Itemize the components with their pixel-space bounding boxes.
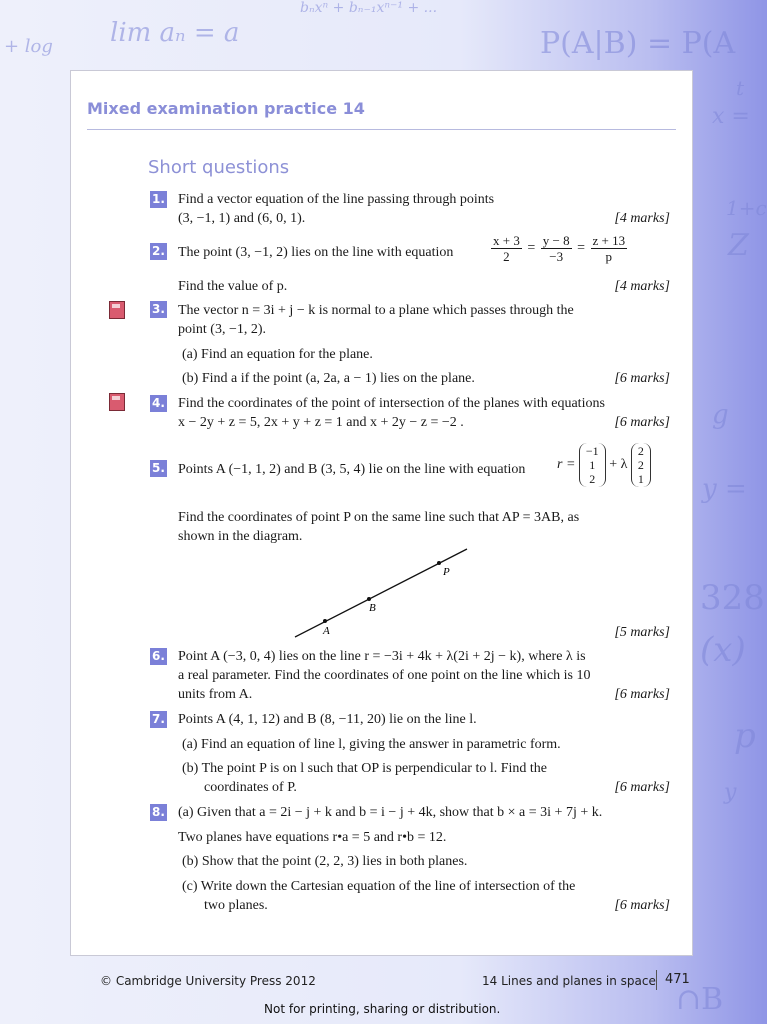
question-part: coordinates of P. <box>204 780 297 795</box>
question-number: 1. <box>150 191 167 208</box>
label-a: A <box>323 625 330 637</box>
marks-label: [6 marks] <box>614 898 670 913</box>
vector-equation: r = −1 1 2 + λ 2 2 1 <box>557 443 651 487</box>
background-formula: Z <box>728 228 749 263</box>
question-part: (b) Show that the point (2, 2, 3) lies in both planes. <box>182 854 468 869</box>
background-formula: x = <box>712 104 750 129</box>
marks-label: [4 marks] <box>614 211 670 226</box>
copyright: © Cambridge University Press 2012 <box>100 974 316 988</box>
question-part: (b) Find a if the point (a, 2a, a − 1) lies on the plane. <box>182 371 475 386</box>
background-formula: y = <box>702 474 747 504</box>
background-formula: + log <box>4 36 53 57</box>
footer-divider <box>656 970 657 990</box>
question-text: Two planes have equations r•a = 5 and r•b = 12. <box>178 830 447 845</box>
marks-label: [6 marks] <box>614 687 670 702</box>
question-text: point (3, −1, 2). <box>178 322 266 337</box>
question-text: The point (3, −1, 2) lies on the line with equation <box>178 245 454 260</box>
chapter-title: 14 Lines and planes in space <box>482 974 656 988</box>
question-number: 2. <box>150 243 167 260</box>
calculator-icon <box>109 301 125 319</box>
question-text: Find a vector equation of the line passing through points <box>178 192 495 207</box>
title-divider <box>87 129 676 130</box>
question-text: (a) Given that a = 2i − j + k and b = i − j + 4k, show that b × a = 3i + 7j + k. <box>178 805 603 820</box>
question-number: 7. <box>150 711 167 728</box>
background-formula: bₙxⁿ + bₙ₋₁xⁿ⁻¹ + ... <box>300 0 438 16</box>
marks-label: [5 marks] <box>614 625 670 640</box>
column-vector: −1 1 2 <box>579 443 606 487</box>
question-part: (b) The point P is on l such that OP is perpendicular to l. Find the <box>182 761 547 776</box>
marks-label: [4 marks] <box>614 279 670 294</box>
question-part: (c) Write down the Cartesian equation of the line of intersection of the <box>182 879 576 894</box>
question-text: Find the coordinates of the point of intersection of the planes with equations <box>178 396 605 411</box>
label-p: P <box>443 566 450 578</box>
distribution-notice: Not for printing, sharing or distribution. <box>264 1002 501 1016</box>
marks-label: [6 marks] <box>614 415 670 430</box>
background-formula: t <box>736 76 745 100</box>
question-text: shown in the diagram. <box>178 529 303 544</box>
question-text: x − 2y + z = 5, 2x + y + z = 1 and x + 2y − z = −2 . <box>178 415 464 430</box>
question-text: Points A (−1, 1, 2) and B (3, 5, 4) lie on the line with equation <box>178 462 526 477</box>
question-number: 8. <box>150 804 167 821</box>
page-title: Mixed examination practice 14 <box>87 99 365 118</box>
marks-label: [6 marks] <box>614 371 670 386</box>
calculator-icon <box>109 393 125 411</box>
background-formula: P(A|B) = P(A <box>540 26 736 61</box>
fraction: $\frac{z + 13}{p}$ <box>592 233 626 264</box>
fraction: $\frac{y - 8}{-3}$ <box>542 233 570 264</box>
point-b-dot <box>367 597 371 601</box>
page-number: 471 <box>665 972 690 987</box>
line-diagram <box>281 545 481 645</box>
question-number: 4. <box>150 395 167 412</box>
column-vector: 2 2 1 <box>631 443 651 487</box>
background-formula: p <box>734 716 756 756</box>
background-formula: ∩B <box>676 982 724 1017</box>
background-formula: (x) <box>700 630 746 670</box>
question-text: The vector n = 3i + j − k is normal to a plane which passes through the <box>178 303 574 318</box>
question-part: two planes. <box>204 898 268 913</box>
background-formula: y <box>724 780 737 805</box>
section-title: Short questions <box>148 157 290 178</box>
marks-label: [6 marks] <box>614 780 670 795</box>
question-text: units from A. <box>178 687 253 702</box>
question-part: (a) Find an equation of line l, giving the answer in parametric form. <box>182 737 561 752</box>
fraction: $\frac{x + 3}{2}$ <box>493 233 520 264</box>
question-text: Find the value of p. <box>178 279 288 294</box>
question-number: 6. <box>150 648 167 665</box>
label-b: B <box>369 602 376 614</box>
diagram-line <box>295 549 467 637</box>
question-text: a real parameter. Find the coordinates of one point on the line which is 10 <box>178 668 591 683</box>
background-formula: 328 <box>700 578 765 618</box>
background-formula: lim aₙ = a <box>110 18 240 48</box>
question-number: 3. <box>150 301 167 318</box>
question-text: Points A (4, 1, 12) and B (8, −11, 20) lie on the line l. <box>178 712 477 727</box>
background-formula: 1+c <box>726 196 767 220</box>
question-text: Point A (−3, 0, 4) lies on the line r = −3i + 4k + λ(2i + 2j − k), where λ is <box>178 649 586 664</box>
question-part: (a) Find an equation for the plane. <box>182 347 373 362</box>
background-formula: g <box>712 400 729 430</box>
textbook-page <box>70 70 693 956</box>
question-number: 5. <box>150 460 167 477</box>
point-a-dot <box>323 619 327 623</box>
line-equation: $\frac{x + 3}{2}$ = $\frac{y - 8}{-3}$ = $\frac{z + 13}{p}$ <box>493 233 626 264</box>
question-text: (3, −1, 1) and (6, 0, 1). <box>178 211 306 226</box>
question-text: Find the coordinates of point P on the same line such that AP = 3AB, as <box>178 510 580 525</box>
point-p-dot <box>437 561 441 565</box>
